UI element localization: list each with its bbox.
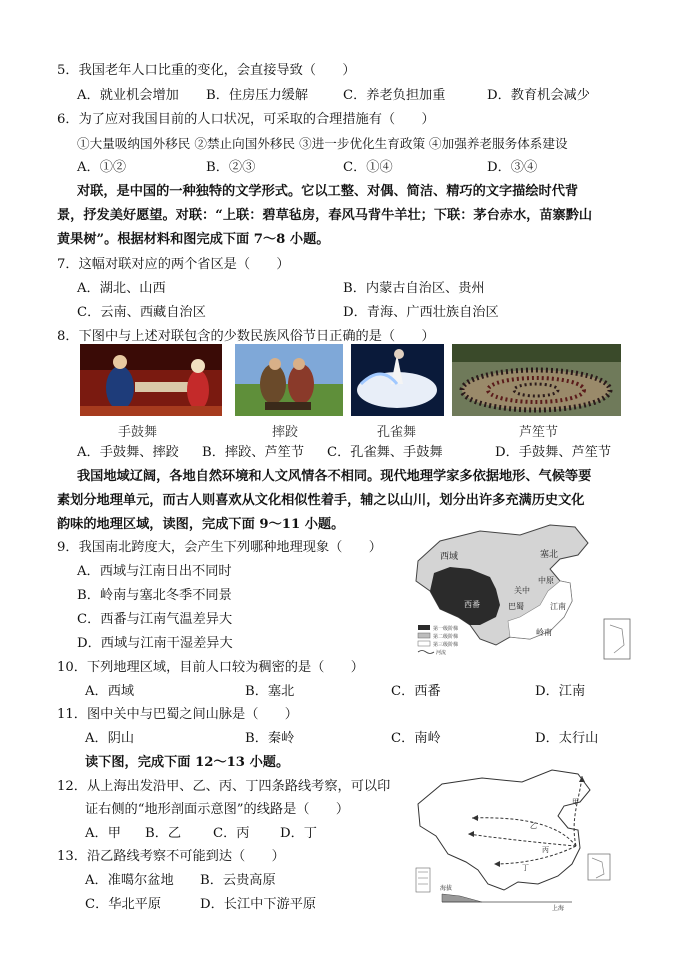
q5-option-a: A．就业机会增加 xyxy=(77,88,179,103)
legend-step2: 第二级阶梯 xyxy=(433,634,459,640)
label-jiangnan: 江南 xyxy=(550,602,566,611)
passage1-line3: 黄果树”。根据材料和图完成下面 7～8 小题。 xyxy=(57,232,330,247)
q11-option-a: A．阴山 xyxy=(85,731,135,746)
q6-option-a: A．①② xyxy=(77,160,127,175)
passage2-line1: 我国地域辽阔，各地自然环境和人文风情各不相同。现代地理学家多依据地形、气候等要 xyxy=(77,469,592,484)
q9-stem: 9．我国南北跨度大，会产生下列哪种地理现象（ ） xyxy=(57,540,382,555)
photo-wrestling xyxy=(235,344,343,416)
q12-option-d: D．丁 xyxy=(280,826,317,841)
q13-option-c: C．华北平原 xyxy=(85,897,162,912)
passage2-line3: 韵味的地理区域，读图，完成下面 9～11 小题。 xyxy=(57,517,345,532)
passage1-line1: 对联，是中国的一种独特的文学形式。它以工整、对偶、简洁、精巧的文字描绘时代背 xyxy=(77,184,579,199)
q11-option-b: B．秦岭 xyxy=(245,731,295,746)
q6-option-c: C．①④ xyxy=(343,160,393,175)
q13-option-b: B．云贵高原 xyxy=(200,873,276,888)
q8-option-d: D．手鼓舞、芦笙节 xyxy=(495,445,612,460)
q5-stem: 5．我国老年人口比重的变化，会直接导致（ ） xyxy=(57,63,356,78)
q7-option-a: A．湖北、山西 xyxy=(77,281,166,296)
q11-option-d: D．太行山 xyxy=(535,731,599,746)
q11-option-c: C．南岭 xyxy=(391,731,441,746)
passage2-line2: 素划分地理单元，而古人则喜欢从文化相似性着手，辅之以山川，划分出许多充满历史文化 xyxy=(57,493,585,508)
label-xiyu: 西域 xyxy=(440,552,459,562)
q9-option-d: D．西域与江南干湿差异大 xyxy=(77,636,233,651)
q10-option-c: C．西番 xyxy=(391,684,441,699)
profile-altitude-label: 海拔 xyxy=(440,885,453,892)
q7-option-b: B．内蒙古自治区、贵州 xyxy=(343,281,485,296)
label-xifan: 西番 xyxy=(464,600,480,609)
q8-option-c: C．孔雀舞、手鼓舞 xyxy=(327,445,443,460)
q12-stem-line2: 证右侧的“地形剖面示意图”的线路是（ ） xyxy=(85,802,350,817)
caption-peacock-dance: 孔雀舞 xyxy=(377,425,417,440)
label-saibei: 塞北 xyxy=(540,550,559,560)
q12-stem-line1: 12．从上海出发沿甲、乙、丙、丁四条路线考察，可以印 xyxy=(57,779,391,794)
passage1-line2: 景，抒发美好愿望。对联：“上联：碧草毡房，春风马背牛羊壮；下联：茅台赤水，苗寨黔山 xyxy=(57,208,593,223)
route-yi: 乙 xyxy=(530,822,537,830)
route-bing: 丙 xyxy=(542,846,549,854)
q13-option-a: A．准噶尔盆地 xyxy=(85,873,174,888)
caption-drum-dance: 手鼓舞 xyxy=(118,425,158,440)
q9-option-b: B．岭南与塞北冬季不同景 xyxy=(77,588,232,603)
q8-stem: 8．下图中与上述对联包含的少数民族风俗节日正确的是（ ） xyxy=(57,329,435,344)
q13-option-d: D．长江中下游平原 xyxy=(200,897,317,912)
q12-option-c: C．丙 xyxy=(213,826,250,841)
label-lingnan: 岭南 xyxy=(536,628,552,637)
q8-option-b: B．摔跤、芦笙节 xyxy=(202,445,305,460)
q6-option-d: D．③④ xyxy=(487,160,538,175)
q5-option-d: D．教育机会减少 xyxy=(487,88,590,103)
label-bashu: 巴蜀 xyxy=(508,602,524,611)
photo-lusheng-festival xyxy=(452,344,621,416)
route-jia: 甲 xyxy=(572,798,579,806)
caption-lusheng: 芦笙节 xyxy=(519,425,559,440)
q7-option-d: D．青海、广西壮族自治区 xyxy=(343,305,499,320)
legend-river: 河流 xyxy=(436,650,447,656)
label-zhongyuan: 中原 xyxy=(538,576,554,585)
q8-option-a: A．手鼓舞、摔跤 xyxy=(77,445,179,460)
china-regions-map xyxy=(400,521,636,665)
q11-stem: 11．图中关中与巴蜀之间山脉是（ ） xyxy=(57,707,298,722)
q6-option-b: B．②③ xyxy=(206,160,256,175)
q9-option-a: A．西域与江南日出不同时 xyxy=(77,564,232,579)
passage3: 读下图，完成下面 12～13 小题。 xyxy=(85,755,290,770)
q7-option-c: C．云南、西藏自治区 xyxy=(77,305,206,320)
china-routes-map xyxy=(412,768,632,912)
q12-option-b: B．乙 xyxy=(145,826,182,841)
q5-option-c: C．养老负担加重 xyxy=(343,88,446,103)
q9-option-c: C．西番与江南气温差异大 xyxy=(77,612,233,627)
q13-stem: 13．沿乙路线考察不可能到达（ ） xyxy=(57,849,285,864)
q10-option-d: D．江南 xyxy=(535,684,586,699)
photo-drum-dance xyxy=(80,344,222,416)
profile-shanghai-label: 上海 xyxy=(552,905,565,912)
q10-stem: 10．下列地理区域，目前人口较为稠密的是（ ） xyxy=(57,660,364,675)
q10-option-b: B．塞北 xyxy=(245,684,295,699)
q6-measures: ①大量吸纳国外移民 ②禁止向国外移民 ③进一步优化生育政策 ④加强养老服务体系建设 xyxy=(77,136,568,151)
q7-stem: 7．这幅对联对应的两个省区是（ ） xyxy=(57,257,290,272)
q10-option-a: A．西域 xyxy=(85,684,135,699)
q5-option-b: B．住房压力缓解 xyxy=(206,88,309,103)
legend-step3: 第三级阶梯 xyxy=(433,642,459,648)
photo-peacock-dance xyxy=(351,344,444,416)
label-guanzhong: 关中 xyxy=(514,586,530,595)
legend-step1: 第一级阶梯 xyxy=(433,626,459,632)
q6-stem: 6．为了应对我国目前的人口状况，可采取的合理措施有（ ） xyxy=(57,112,435,127)
caption-wrestling: 摔跤 xyxy=(272,425,299,440)
route-ding: 丁 xyxy=(522,864,529,872)
q12-option-a: A．甲 xyxy=(85,826,121,841)
